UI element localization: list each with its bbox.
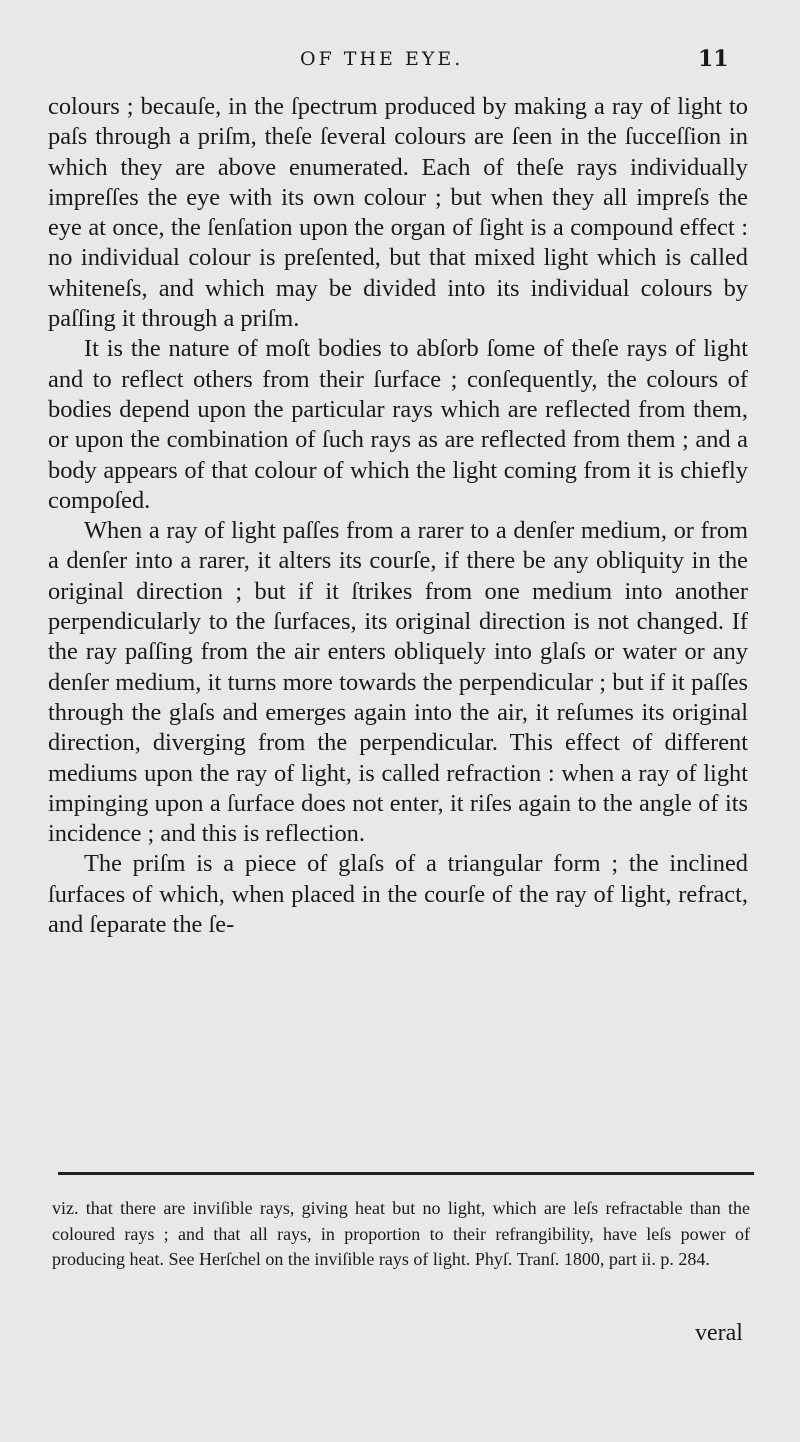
paragraph-absorption: It is the nature of moſt bodies to abſorb ſome of theſe rays of light and to reflect others from their ſurface ; conſequently, the colours of bodies depend upon the particular rays which are reflected from them, or upon the combination of ſuch rays as are reflected from them ; and a body appears of that colour of which the light coming from it is chiefly compoſed. <box>48 335 748 514</box>
page-header <box>0 46 800 76</box>
footnote-rule <box>58 1172 754 1175</box>
footnote: viz. that there are inviſible rays, giving heat but no light, which are leſs refractable than the coloured rays ; and that all rays, in proportion to their refrangibility, have leſs power of producing heat. See Herſchel on the inviſible rays of light. Phyſ. Tranſ. 1800, part ii. p. 284. <box>52 1198 750 1269</box>
running-head: OF THE EYE. <box>300 48 464 70</box>
paragraph-refraction: When a ray of light paſſes from a rarer to a denſer medium, or from a denſer into a rarer, it alters its courſe, if there be any obliquity in the original direction ; but if it ſtrikes from one medium into another perpendicularly to the ſurfaces, its original direction is not changed. If the ray paſſing from the air enters obliquely into glaſs or water or any denſer medium, it turns more towards the perpendicular ; but if it paſſes through the glaſs and emerges again into the air, it reſumes its original direction, diverging from the perpendicular. This effect of different mediums upon the ray of light, is called refraction : when a ray of light impinging upon a ſurface does not enter, it riſes again to the angle of its incidence ; and this is reflection. <box>48 517 748 848</box>
paragraph-prism: The priſm is a piece of glaſs of a triangular form ; the inclined ſurfaces of which, when placed in the courſe of the ray of light, refract, and ſeparate the ſe- <box>48 850 748 939</box>
page-number: 11 <box>698 46 729 72</box>
body-text <box>48 92 748 940</box>
paragraph-colours: colours ; becauſe, in the ſpectrum produced by making a ray of light to paſs through a priſm, theſe ſeveral colours are ſeen in the ſucceſſion in which they are above enumerated. Each of theſe rays individually impreſſes the eye with its own colour ; but when they all impreſs the eye at once, the ſenſation upon the organ of ſight is a compound effect : no individual colour is preſented, but that mixed light which is called whiteneſs, and which may be divided into its individual colours by paſſing it through a priſm. <box>48 93 748 333</box>
catchword: veral <box>695 1320 743 1346</box>
